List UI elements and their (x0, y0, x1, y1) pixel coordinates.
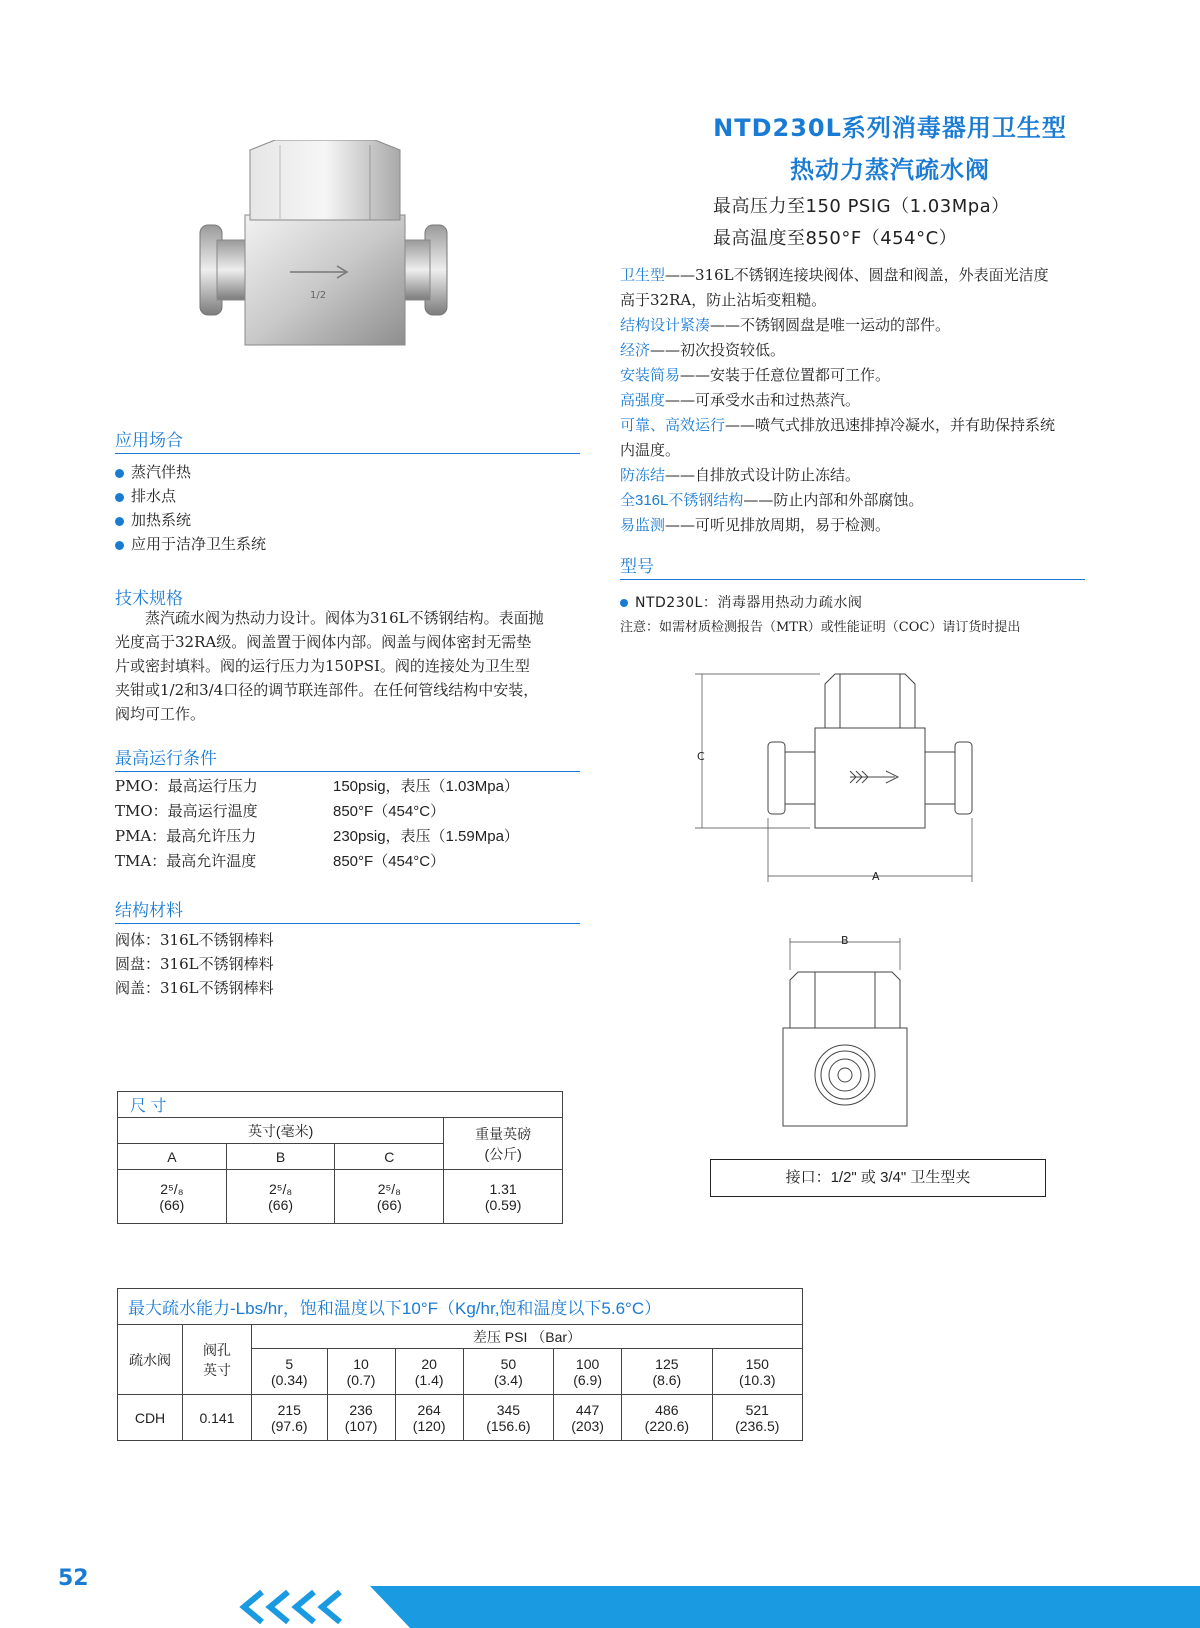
operating-row: TMO：最高运行温度 850°F（454°C） (115, 802, 446, 820)
footer-bar (370, 1586, 1200, 1628)
dimensions-table: 尺 寸 英寸(毫米) 重量英磅 (公斤) A B C 2⁵/₈ (66) 2⁵/₈ (66) 2⁵/₈ (66) 1.31 (0.59) (117, 1091, 563, 1224)
max-pressure: 最高压力至150 PSIG（1.03Mpa） (713, 196, 1010, 217)
product-photo (195, 140, 465, 355)
feature-item: 高强度——可承受水击和过热蒸汽。 (620, 391, 861, 409)
capacity-heading: 最大疏水能力-Lbs/hr，饱和温度以下10°F（Kg/hr,饱和温度以下5.6°C） (118, 1289, 803, 1325)
chevrons-left-icon (236, 1588, 366, 1626)
feature-item: 全316L不锈钢结构——防止内部和外部腐蚀。 (620, 491, 924, 509)
bullet-icon (115, 517, 124, 526)
dimensions-group-header: 英寸(毫米) (118, 1118, 444, 1144)
page-title-line1: NTD230L系列消毒器用卫生型 (713, 114, 1067, 142)
list-item: 阀体：316L不锈钢棒料 (115, 931, 274, 949)
operating-row: PMO：最高运行压力 150psig，表压（1.03Mpa） (115, 777, 519, 795)
list-item: 蒸汽伴热 (115, 460, 266, 484)
materials-heading: 结构材料 (115, 896, 580, 924)
max-temperature: 最高温度至850°F（454°C） (713, 228, 958, 249)
table-cell: 2⁵/₈ (66) (118, 1170, 227, 1224)
list-item: 阀盖：316L不锈钢棒料 (115, 979, 274, 997)
dimension-label-b: B (841, 934, 849, 947)
dimension-label-a: A (872, 870, 880, 883)
dimensions-heading: 尺 寸 (118, 1092, 563, 1118)
list-item: 排水点 (115, 484, 266, 508)
tech-spec-text: 蒸汽疏水阀为热动力设计。阀体为316L不锈钢结构。表面抛 光度高于32RA级。阀盖置于阀体内部。阀盖与阀体密封无需垫 片或密封填料。阀的运行压力为150PSI。阀的连接处为卫生型 夹钳或1/2和3/4口径的调节联连部件。在任何管线结构中安装， 阀均可工作。 (115, 609, 544, 723)
bullet-icon (115, 493, 124, 502)
model-note: 注意：如需材质检测报告（MTR）或性能证明（COC）请订货时提出 (620, 620, 1021, 635)
feature-item: 经济——初次投资较低。 (620, 341, 786, 359)
operating-heading: 最高运行条件 (115, 744, 580, 772)
operating-table (115, 774, 580, 874)
table-cell: 1.31 (0.59) (444, 1170, 563, 1224)
connection-box: 接口：1/2" 或 3/4" 卫生型夹 (710, 1159, 1046, 1197)
feature-item: 防冻结——自排放式设计防止冻结。 (620, 466, 861, 484)
applications-list (115, 460, 266, 556)
feature-item: 易监测——可听见排放周期，易于检测。 (620, 516, 891, 534)
bullet-icon (115, 469, 124, 478)
model-heading: 型号 (620, 552, 1085, 580)
table-cell: 2⁵/₈ (66) (226, 1170, 335, 1224)
table-row: CDH 0.141 215 (97.6) 236 (107) 264 (120) 345 (156.6) 447 (203) 486 (220.6) 521 (236.5) (118, 1395, 803, 1441)
list-item: 加热系统 (115, 508, 266, 532)
list-item: 应用于洁净卫生系统 (115, 532, 266, 556)
features-list (620, 263, 1100, 538)
feature-item: 可靠、高效运行——喷气式排放迅速排掉冷凝水，并有助保持系统 (620, 416, 1056, 434)
bullet-icon (115, 541, 124, 550)
applications-heading: 应用场合 (115, 426, 580, 454)
page-number: 52 (58, 1566, 89, 1591)
product-marking: 1/2 (310, 290, 327, 301)
page-title-line2: 热动力蒸汽疏水阀 (790, 156, 990, 184)
bullet-icon (620, 599, 628, 607)
dimension-label-c: C (697, 750, 705, 763)
feature-item: 结构设计紧凑——不锈钢圆盘是唯一运动的部件。 (620, 316, 951, 334)
operating-row: TMA：最高允许温度 850°F（454°C） (115, 852, 446, 870)
feature-item: 安装简易——安装于任意位置都可工作。 (620, 366, 891, 384)
capacity-table: 最大疏水能力-Lbs/hr，饱和温度以下10°F（Kg/hr,饱和温度以下5.6°C） 疏水阀 阀孔 英寸 差压 PSI （Bar） 5 (0.34) 10 (0.7) 20 (1.4) 50 (3.4) 100 (6.9) 125 (8.6) 150 (10.3) CDH 0.141 215 (97.6) 236 (107) 264 (120) 345 (156.6) 447 (203) 486 (220.6) 521 (236.5) (117, 1288, 803, 1441)
materials-list (115, 928, 274, 1000)
dimension-drawing (690, 670, 1010, 1140)
model-item: NTD230L：消毒器用热动力疏水阀 (620, 592, 862, 612)
feature-item: 卫生型——316L不锈钢连接块阀体、圆盘和阀盖，外表面光洁度 (620, 266, 1049, 284)
table-cell: 2⁵/₈ (66) (335, 1170, 444, 1224)
feature-item: 高于32RA，防止沾垢变粗糙。 (620, 291, 827, 309)
operating-row: PMA：最高允许压力 230psig，表压（1.59Mpa） (115, 827, 519, 845)
tech-spec-heading: 技术规格 (115, 589, 183, 609)
list-item: 圆盘：316L不锈钢棒料 (115, 955, 274, 973)
feature-item: 内温度。 (620, 441, 681, 459)
